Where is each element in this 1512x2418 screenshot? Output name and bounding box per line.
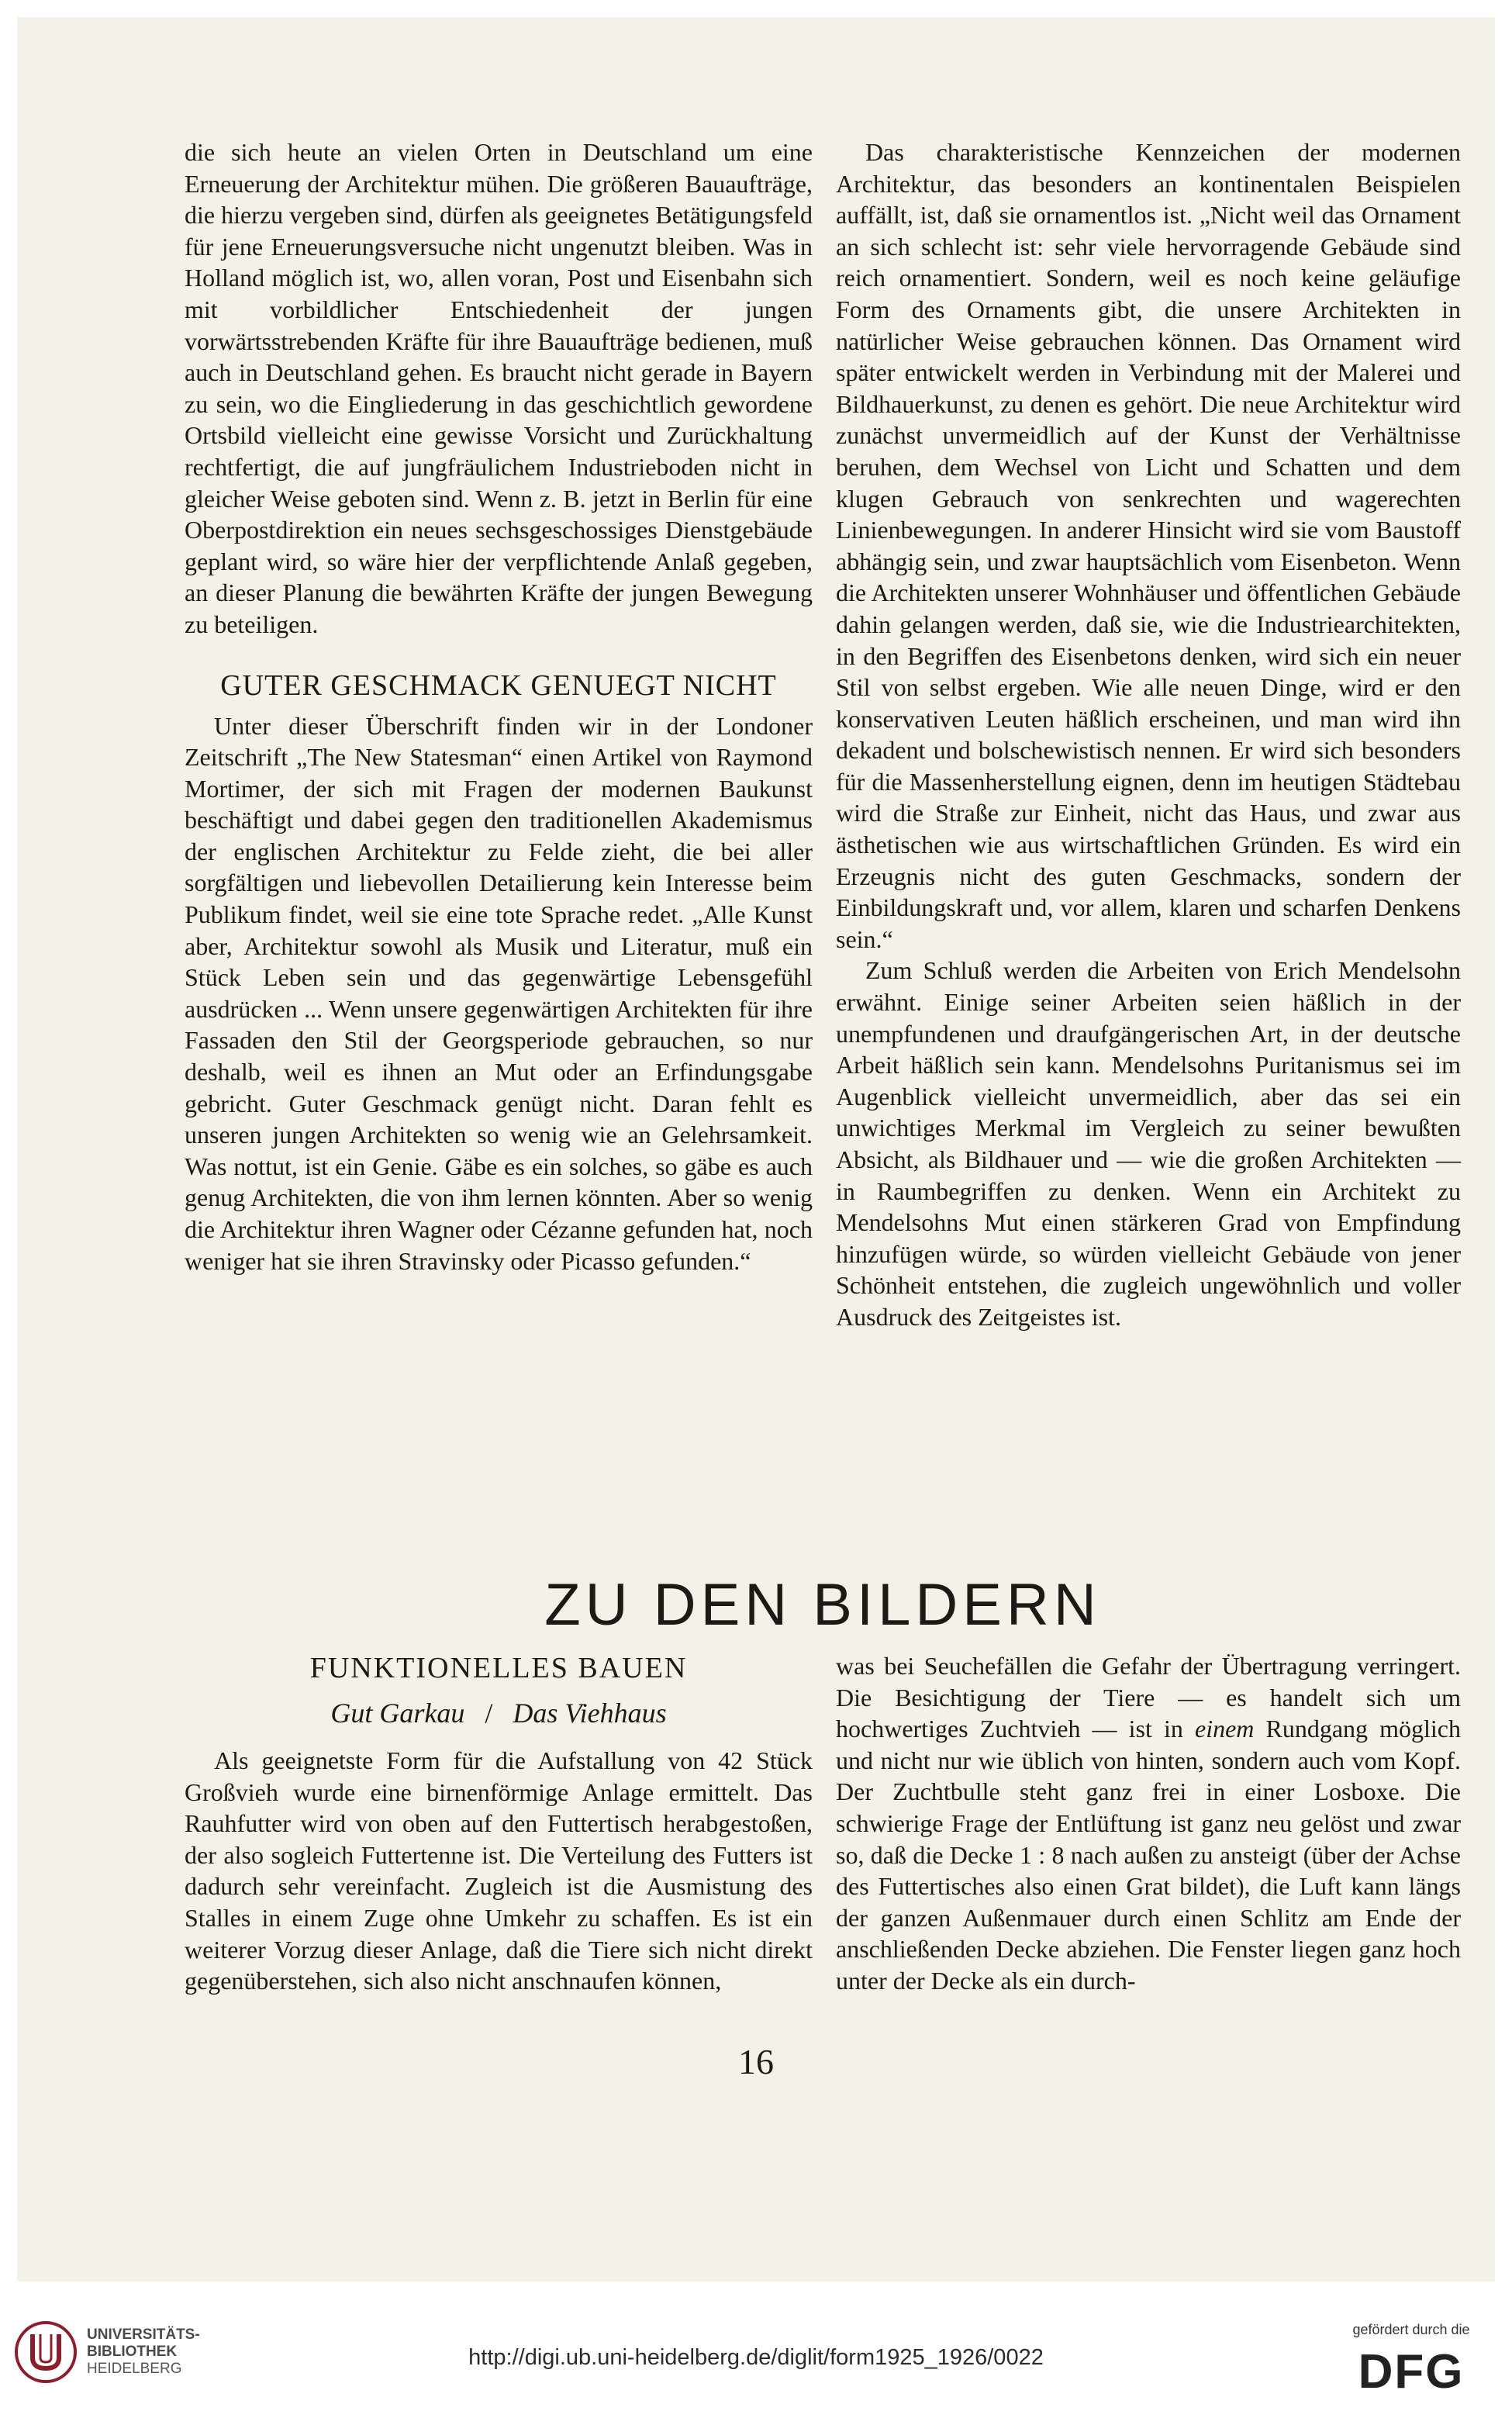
main-heading-zu-den-bildern: ZU DEN BILDERN: [544, 1572, 1101, 1638]
paragraph-new-statesman: Unter dieser Überschrift finden wir in der Londoner Zeitschrift „The New Statesman“ einen Artikel von Raymond Mortimer, der sich mit Fragen der modernen Baukunst beschäftigt und dabei gegen den traditionellen Akademismus der englischen Architektur zu Felde zieht, die bei aller sorgfältigen und liebevollen Detailierung kein Interesse beim Publikum findet, weil sie eine tote Sprache redet. „Alle Kunst aber, Architektur sowohl als Musik und Literatur, muß ein Stück Leben sein und das gegenwärtige Lebensgefühl ausdrücken ... Wenn unsere gegenwärtigen Architekten für ihre Fassaden den Stil der Georgsperiode gebrauchen, so nur deshalb, weil es ihnen an Mut oder an Erfindungsgabe gebricht. Guter Geschmack genügt nicht. Daran fehlt es unseren jungen Architekten so wenig wie an Gelehrsamkeit. Was nottut, ist ein Genie. Gäbe es ein solches, so gäbe es auch genug Architekten, die von ihm lernen könnten. Aber so wenig die Architektur ihren Wagner oder Cézanne gefunden hat, noch weniger hat sie ihren Stravinsky oder Picasso gefunden.“: [185, 711, 813, 1275]
permalink-url[interactable]: http://digi.ub.uni-heidelberg.de/diglit/form1925_1926/0022: [468, 2345, 1044, 2370]
lower-right-column: [836, 1650, 1461, 1997]
paragraph-viehhaus-continued: [836, 1650, 1461, 1997]
subtitle-part-2: Das Viehhaus: [513, 1698, 667, 1729]
dfg-logo: DFG: [1358, 2345, 1465, 2399]
funding-note: gefördert durch die: [1352, 2322, 1470, 2337]
text-run-a: was bei Seuchefällen die Gefahr der Übertragung verringert. Die Besichtigung der Tiere — es handelt sich um hochwertiges Zuchtvieh — ist in: [836, 1652, 1461, 1743]
paragraph-viehhaus: Als geeignetste Form für die Aufstallung von 42 Stück Großvieh wurde eine birnenförmige Anlage ermittelt. Das Rauhfutter wird von oben auf den Futtertisch herabgestoßen, der also sogleich Futtertenne ist. Die Verteilung des Futters ist dadurch sehr vereinfacht. Zugleich ist die Ausmistung des Stalles in einem Zuge ohne Umkehr zu schaffen. Es ist ein weiterer Vorzug dieser Anlage, daß die Tiere sich nicht direkt gegenüberstehen, sich also nicht anschnaufen können,: [185, 1746, 813, 1995]
library-line-3: HEIDELBERG: [87, 2361, 182, 2377]
upper-left-column: [185, 136, 813, 1276]
page-number: 16: [738, 2042, 774, 2081]
library-line-1: UNIVERSITÄTS-: [87, 2326, 200, 2343]
sub-heading-funktionelles-bauen: FUNKTIONELLES BAUEN: [309, 1652, 688, 1684]
emphasis-einem: einem: [1194, 1715, 1255, 1743]
subtitle-part-1: Gut Garkau: [330, 1698, 465, 1729]
paragraph-architecture-renewal: die sich heute an vielen Orten in Deutschland um eine Erneuerung der Architektur mühen. Die größeren Bauaufträge, die hierzu vergeben sind, dürfen als geeignetes Betätigungsfeld für jene Erneuerungsversuche nicht ungenutzt bleiben. Was in Holland möglich ist, wo, allen voran, Post und Eisenbahn sich mit vorbildlicher Entschiedenheit der jungen vorwärtsstrebenden Kräfte für ihre Bauaufträge bedienen, muß auch in Deutschland gehen. Es braucht nicht gerade in Bayern zu sein, wo die Eingliederung in das geschichtlich gewordene Ortsbild vielleicht eine gewisse Vorsicht und Zurückhaltung rechtfertigt, die auf jungfräulichem Industrieboden nicht in gleicher Weise geboten sind. Wenn z. B. jetzt in Berlin für eine Oberpostdirektion ein neues sechsgeschossiges Dienstgebäude geplant wird, so wäre hier der verpflichtende Anlaß gegeben, an dieser Planung die bewährten Kräfte der jungen Bewegung zu beteiligen.: [185, 138, 813, 638]
subtitle-separator: /: [485, 1698, 493, 1729]
digitization-footer: [0, 2282, 1512, 2418]
lower-left-column: [185, 1650, 813, 1997]
paragraph-ornamentless: Das charakteristische Kennzeichen der modernen Architektur, das besonders an kontinentalen Beispielen auffällt, ist, daß sie ornamentlos ist. „Nicht weil das Ornament an sich schlecht ist: sehr viele hervorragende Gebäude sind reich ornamentiert. Sondern, weil es noch keine geläufige Form des Ornaments gibt, die unsere Architekten in natürlicher Weise gebrauchen können. Das Ornament wird später entwickelt werden in Verbindung mit der Malerei und Bildhauerkunst, zu denen es gehört. Die neue Architektur wird zunächst unvermeidlich auf der Kunst der Verhältnisse beruhen, dem Wechsel von Licht und Schatten und dem klugen Gebrauch von senkrechten und wagerechten Linienbewegungen. In anderer Hinsicht wird sie vom Baustoff abhängig sein, und zwar hauptsächlich vom Eisenbeton. Wenn die Architekten unserer Wohnhäuser und öffentlichen Gebäude dahin gelangen werden, daß sie, wie die Industriearchitekten, in den Begriffen des Eisenbetons denken, wird sich ein neuer Stil von selbst ergeben. Wie alle neuen Dinge, wird er den konservativen Leuten häßlich erscheinen, und man wird ihn dekadent und bolschewistisch nennen. Er wird sich besonders für die Massenherstellung eignen, denn im heutigen Städtebau wird die Straße zur Einheit, nicht das Haus, und zwar aus ästhetischen wie aus wirtschaftlichen Gründen. Es wird ein Erzeugnis nicht des guten Geschmacks, sondern der Einbildungskraft und, vor allem, klaren und scharfen Denkens sein.“: [836, 138, 1461, 953]
section-heading-guter-geschmack: GUTER GESCHMACK GENUEGT NICHT: [220, 668, 777, 702]
upper-right-column: [836, 136, 1461, 1333]
paragraph-mendelsohn: Zum Schluß werden die Arbeiten von Erich Mendelsohn erwähnt. Einige seiner Arbeiten seien häßlich in der unempfundenen und draufgängerischen Art, in der deutsche Arbeit häßlich sein kann. Mendelsohns Puritanismus sei im Augenblick vielleicht unvermeidlich, aber das sei ein unwichtiges Merkmal im Vergleich zu seiner bewußten Absicht, als Bildhauer und — wie die großen Architekten — in Raumbegriffen zu denken. Wenn ein Architekt zu Mendelsohns Mut einen stärkeren Grad von Empfindung hinzufügen würde, so würden vielleicht Gebäude von jener Schönheit entstehen, die zugleich ungewöhnlich und voller Ausdruck des Zeitgeistes ist.: [836, 956, 1461, 1331]
library-line-2: BIBLIOTHEK: [87, 2344, 178, 2360]
subtitle-gut-garkau: [185, 1694, 813, 1732]
text-run-b: Rundgang möglich und nicht nur wie üblich von hinten, sondern auch vom Kopf. Der Zuchtbulle steht ganz frei in einer Losboxe. Die schwierige Frage der Entlüftung ist ganz neu gelöst und zwar so, daß die Decke 1 : 8 nach außen zu ansteigt (über der Achse des Futtertisches also einen Grat bildet), die Luft kann längs der ganzen Außenmauer durch einen Schlitz am Ende der anschließenden Decke abziehen. Die Fenster liegen ganz hoch unter der Decke als ein durch-: [836, 1715, 1462, 1995]
